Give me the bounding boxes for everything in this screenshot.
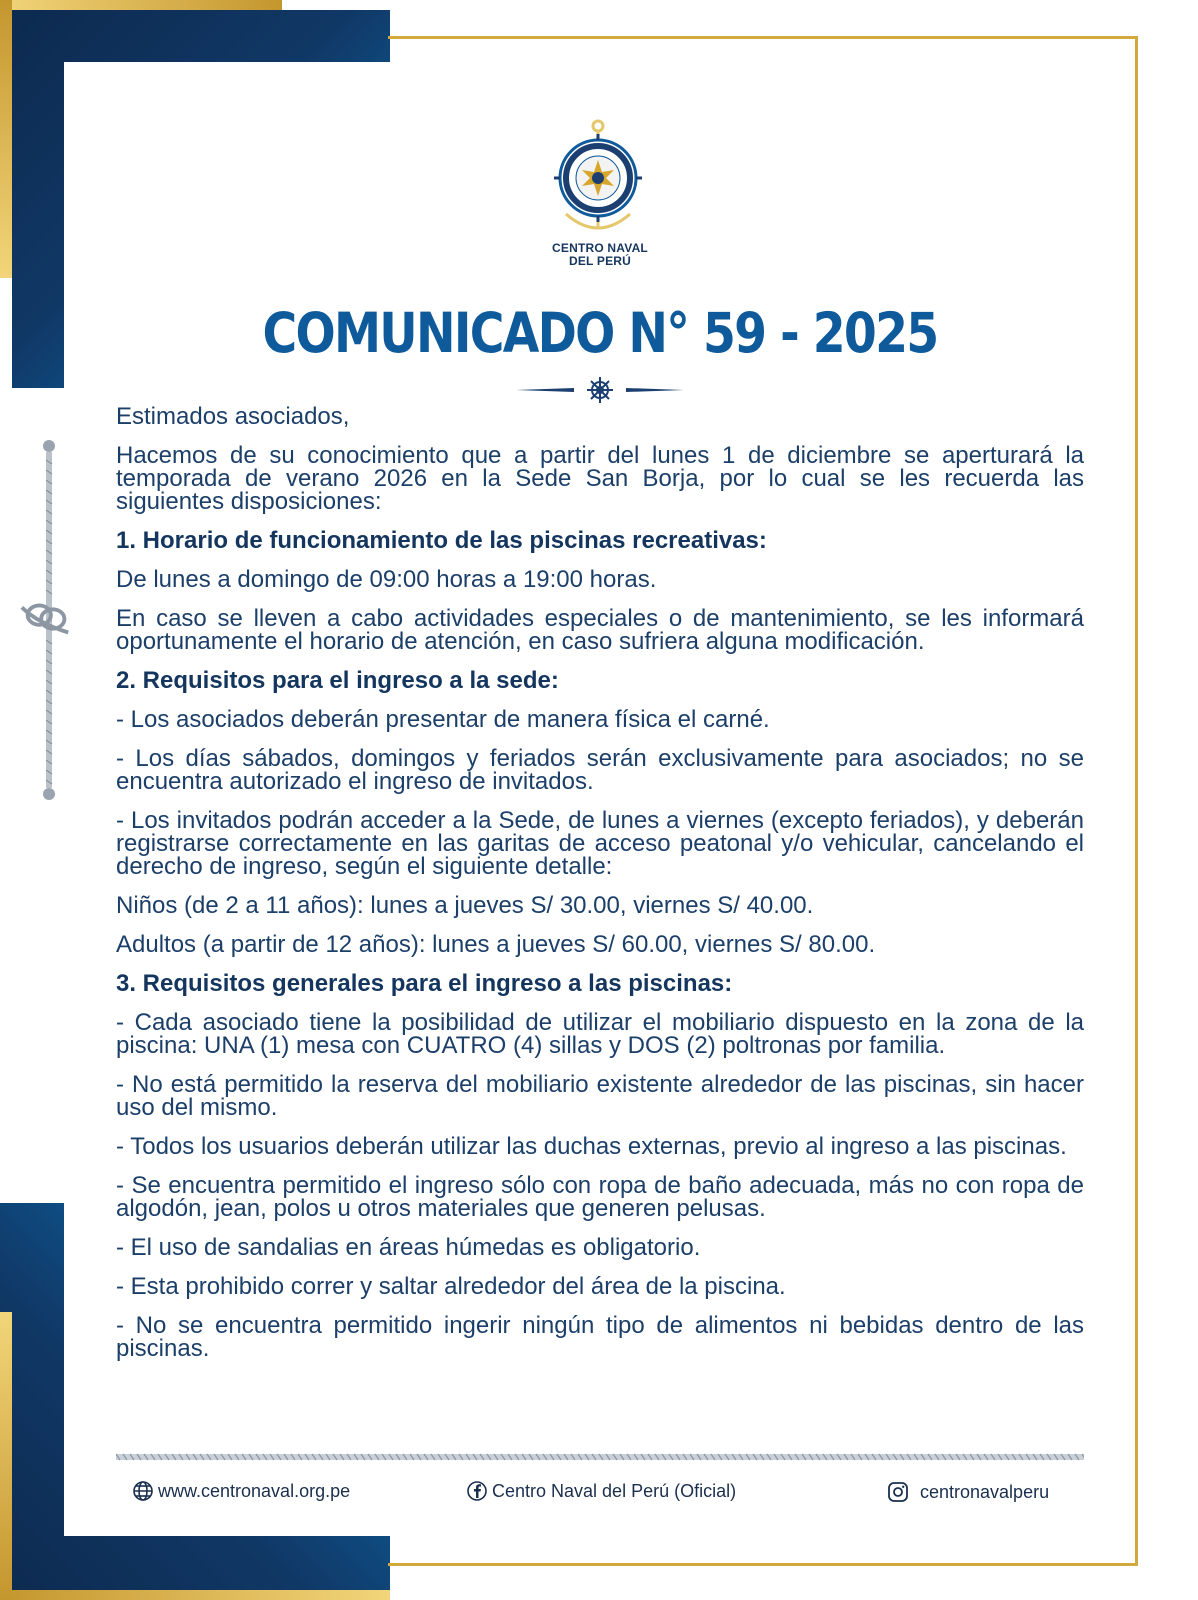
section-2-heading: 2. Requisitos para el ingreso a la sede:	[116, 667, 559, 694]
gold-accent-left-bottom	[0, 1312, 12, 1600]
rope-knot-icon	[18, 592, 76, 644]
list-item: - Los invitados podrán acceder a la Sede, de lunes a viernes (excepto feriados), y deberán registrarse correctamente en las garitas de acceso peatonal y/o vehicular, cancelando el derecho de ingreso, según el siguiente detalle:	[116, 807, 1084, 880]
list-item: - El uso de sandalias en áreas húmedas es obligatorio.	[116, 1234, 701, 1261]
list-item: - Los asociados deberán presentar de manera física el carné.	[116, 706, 770, 733]
list-item: - Cada asociado tiene la posibilidad de utilizar el mobiliario dispuesto en la zona de la piscina: UNA (1) mesa con CUATRO (4) sillas y DOS (2) poltronas por familia.	[116, 1009, 1084, 1059]
footer-instagram[interactable]	[886, 1480, 1049, 1504]
section-1-schedule: De lunes a domingo de 09:00 horas a 19:00 horas.	[116, 566, 657, 593]
footer-website[interactable]	[132, 1480, 350, 1502]
facebook-link[interactable]: Centro Naval del Perú (Oficial)	[492, 1480, 737, 1501]
fee-adults: Adultos (a partir de 12 años): lunes a jueves S/ 60.00, viernes S/ 80.00.	[116, 931, 876, 958]
list-item: - Se encuentra permitido el ingreso sólo con ropa de baño adecuada, más no con ropa de algodón, jean, polos u otros materiales que generen pelusas.	[116, 1172, 1084, 1222]
gold-accent-left	[0, 0, 12, 278]
logo-line-1: CENTRO NAVAL	[552, 241, 648, 255]
fee-children: Niños (de 2 a 11 años): lunes a jueves S/ 30.00, viernes S/ 40.00.	[116, 892, 814, 919]
gold-accent-bottom	[0, 1590, 390, 1600]
instagram-icon	[886, 1480, 910, 1504]
facebook-icon	[466, 1480, 488, 1502]
list-item: - Los días sábados, domingos y feriados serán exclusivamente para asociados; no se encuentra autorizado el ingreso de invitados.	[116, 745, 1084, 795]
gold-accent-top	[0, 0, 282, 10]
greeting: Estimados asociados,	[116, 403, 350, 430]
instagram-link[interactable]: centronavalperu	[920, 1481, 1050, 1502]
section-1-heading: 1. Horario de funcionamiento de las piscinas recreativas:	[116, 527, 767, 554]
rope-divider	[116, 1452, 1084, 1462]
logo-wordmark	[500, 242, 700, 268]
announcement-body	[116, 405, 1084, 1376]
page-title: COMUNICADO N° 59 - 2025	[262, 301, 938, 365]
ship-wheel-divider	[516, 375, 684, 405]
list-item: - Esta prohibido correr y saltar alrededor del área de la piscina.	[116, 1273, 786, 1300]
footer-facebook[interactable]	[466, 1480, 736, 1502]
globe-icon	[132, 1480, 154, 1502]
website-link[interactable]: www.centronaval.org.pe	[158, 1480, 351, 1501]
list-item: - Todos los usuarios deberán utilizar las duchas externas, previo al ingreso a las piscinas.	[116, 1133, 1067, 1160]
intro-paragraph: Hacemos de su conocimiento que a partir del lunes 1 de diciembre se aperturará la temporada de verano 2026 en la Sede San Borja, por lo cual se les recuerda las siguientes disposiciones:	[116, 442, 1084, 515]
list-item: - No está permitido la reserva del mobiliario existente alrededor de las piscinas, sin hacer uso del mismo.	[116, 1071, 1084, 1121]
section-3-heading: 3. Requisitos generales para el ingreso a las piscinas:	[116, 970, 733, 997]
anchor-seal-logo	[546, 118, 654, 238]
ship-wheel-icon	[587, 377, 613, 403]
section-1-note: En caso se lleven a cabo actividades especiales o de mantenimiento, se les informará oportunamente el horario de atención, en caso sufriera alguna modificación.	[116, 605, 1084, 655]
list-item: - No se encuentra permitido ingerir ningún tipo de alimentos ni bebidas dentro de las piscinas.	[116, 1312, 1084, 1362]
logo-line-2: DEL PERÚ	[568, 254, 632, 268]
